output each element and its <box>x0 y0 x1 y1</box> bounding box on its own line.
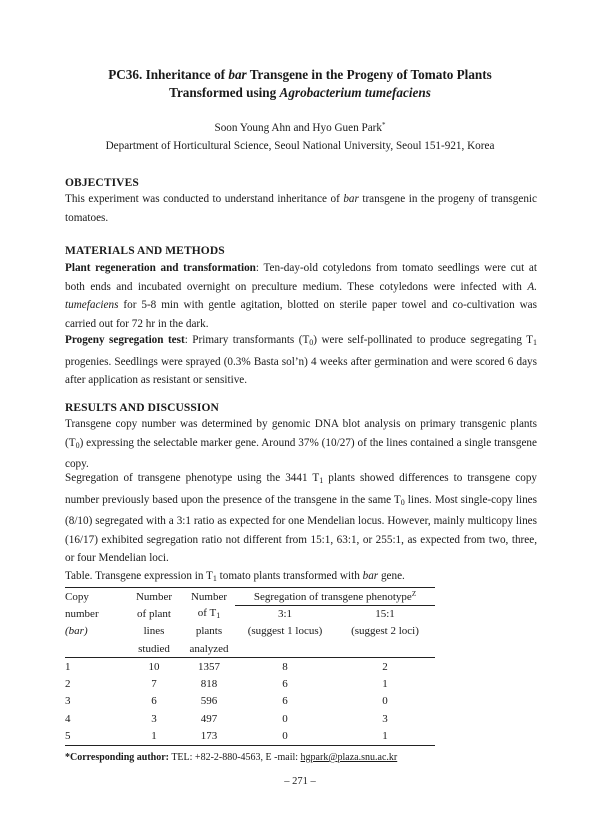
cell-lines: 6 <box>151 695 157 708</box>
table-caption: Table. Transgene expression in $T_1$ tomato plants transformed with bar gene. <box>65 570 405 583</box>
paper-title: PC36. Inheritance of bar Transgene in the Progeny of Tomato Plants Transformed using Agrobacterium tumefaciens <box>108 67 492 100</box>
cell-plants: 818 <box>200 677 218 690</box>
table-row <box>65 728 435 746</box>
table-header-row <box>65 605 435 623</box>
header-t1-plants: of $T_1$ <box>197 607 221 621</box>
header-ratio-3-1: 3:1 <box>277 608 293 620</box>
results-paragraph-2: Segregation of transgene phenotype using the 3441 $T_1$ plants showed differences to transgene copy number previously based upon the presence of the transgene in the same $T_0$ lines. Most single-copy lines (8/10) segregated with a 3:1 ratio as expected for one Mendelian locus. However, mainly multicopy lines (16/17) exhibited segregation ratio not different from 15:1, 63:1, or 255:1, as expected from two, three, or four Mendelian loci. <box>65 472 538 564</box>
cell-plants: 596 <box>200 695 218 708</box>
objectives-heading: OBJECTIVES <box>65 177 139 189</box>
results-paragraph-1: Transgene copy number was determined by genomic DNA blot analysis on primary transgenic plants $(T_0)$ expressing the selectable marker gene. Around 37% (10/27) of the lines contained a single transgene copy. <box>65 418 537 470</box>
header-plant-lines: Number <box>135 590 173 603</box>
cell-ratio-15-1: 3 <box>382 712 388 725</box>
methods-paragraph-2: Progeny segregation test: Primary transformants $(T_0)$ were self-pollinated to produce segregating $T_1$ progenies. Seedlings were sprayed (0.3% Basta sol’n) 4 weeks after germination and were scored 6 days after application as resistant or sensitive. <box>65 334 537 386</box>
table-row <box>65 710 435 728</box>
cell-ratio-3-1: 0 <box>282 730 288 742</box>
table-row <box>65 675 435 693</box>
author-list: Soon Young Ahn and Hyo Guen Park* <box>214 121 386 134</box>
cell-lines: 1 <box>151 730 157 742</box>
table-row <box>65 658 435 676</box>
header-t1-plants: Number <box>190 590 228 603</box>
methods-heading: MATERIALS AND METHODS <box>65 245 225 257</box>
author-email-link[interactable]: hgpark@plaza.snu.ac.kr <box>300 752 398 763</box>
cell-copy: 4 <box>65 712 71 725</box>
cell-ratio-3-1: 0 <box>282 712 288 725</box>
results-heading: RESULTS AND DISCUSSION <box>65 402 219 414</box>
header-plant-lines: studied <box>138 642 170 655</box>
table-header-row <box>65 588 435 606</box>
header-spacer <box>235 640 335 658</box>
cell-ratio-15-1: 1 <box>382 730 388 742</box>
cell-ratio-15-1: 1 <box>382 677 388 690</box>
cell-lines: 7 <box>151 677 157 690</box>
header-copy: (bar) <box>65 625 88 638</box>
methods-paragraph-1: Plant regeneration and transformation: Ten-day-old cotyledons from tomato seedlings were cut at both ends and incubated overnight on preculture medium. These cotyledons were infected with A. tumefaciens for 5-8 min with gentle agitation, blotted on sterile paper towel and co-cultivation was carried out for 72 hr in the dark. <box>65 262 537 330</box>
header-t1-plants: plants <box>195 625 223 638</box>
cell-copy: 1 <box>65 660 71 673</box>
affiliation: Department of Horticultural Science, Seoul National University, Seoul 151-921, Korea <box>105 140 495 152</box>
page-number: – 271 – <box>284 776 316 787</box>
header-t1-plants: analyzed <box>189 642 229 655</box>
cell-copy: 5 <box>65 730 71 742</box>
corresponding-author-footnote: *Corresponding author: TEL: +82-2-880-4563, E -mail: hgpark@plaza.snu.ac.kr <box>65 752 398 763</box>
header-plant-lines: lines <box>143 625 165 638</box>
cell-ratio-15-1: 2 <box>382 660 388 673</box>
header-ratio-3-1-note: (suggest 1 locus) <box>247 625 323 638</box>
table-header-row <box>65 640 435 658</box>
cell-ratio-3-1: 6 <box>282 677 288 690</box>
table-header-row <box>65 623 435 641</box>
cell-copy: 2 <box>65 677 71 690</box>
cell-plants: 1357 <box>198 660 220 673</box>
cell-ratio-15-1: 0 <box>382 695 388 708</box>
header-ratio-15-1: 15:1 <box>375 608 395 620</box>
header-segregation: Segregation of transgene phenotype$^Z$ <box>235 588 435 606</box>
header-copy: Copy <box>65 590 89 603</box>
cell-lines: 10 <box>148 660 160 673</box>
cell-plants: 497 <box>200 712 218 725</box>
header-spacer <box>335 640 435 658</box>
cell-ratio-3-1: 6 <box>282 695 288 708</box>
cell-lines: 3 <box>151 712 157 725</box>
header-plant-lines: of plant <box>137 607 171 620</box>
header-spacer <box>65 640 125 658</box>
cell-ratio-3-1: 8 <box>282 660 288 673</box>
objectives-text: This experiment was conducted to understand inheritance of bar transgene in the progeny of transgenic tomatoes. <box>65 193 537 224</box>
header-ratio-15-1-note: (suggest 2 loci) <box>351 625 419 638</box>
cell-copy: 3 <box>65 695 71 708</box>
table-row <box>65 693 435 711</box>
cell-plants: 173 <box>200 730 218 742</box>
transgene-table <box>65 587 435 746</box>
header-copy: number <box>65 607 99 620</box>
